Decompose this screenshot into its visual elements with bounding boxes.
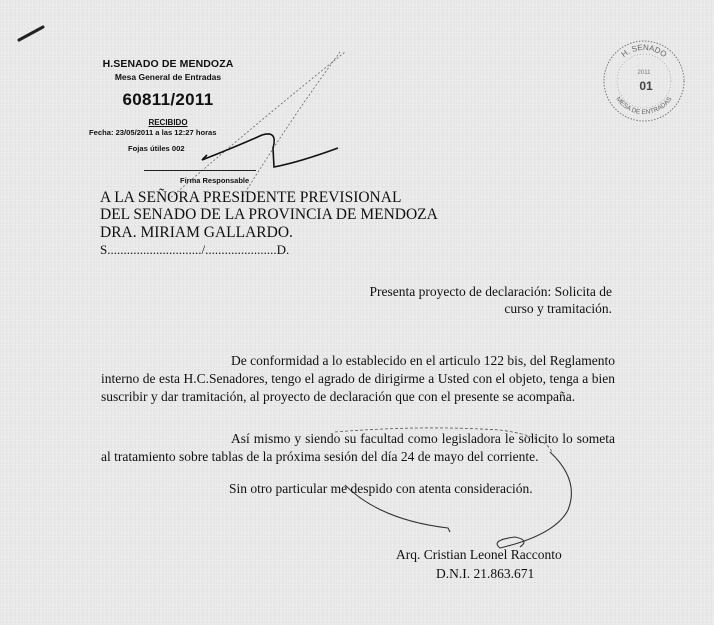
stamp-signature [202,134,338,167]
received-label: RECIBIDO [148,118,188,127]
signatory-dni: D.N.I. 21.863.671 [436,566,535,581]
signature-line [144,170,256,171]
subject-line-2: curso y tramitación. [504,301,612,316]
signatory-name: Arq. Cristian Leonel Racconto [396,547,562,562]
svg-text:H. SENADO: H. SENADO [619,42,669,60]
dotted-diagonal-2 [243,52,340,196]
reception-stamp [88,58,248,127]
stamp-date: Fecha: 23/05/2011 a las 12:27 horas [89,128,217,137]
body-paragraph-1: De conformidad a lo establecido en el articulo 122 bis, del Reglamento interno de esta H.C.Senadores, tengo el agrado de dirigirme a Usted con el objeto, tenga a bien suscribir y dar tramitación, al proyecto de declaración que con el presente se acompaña. [101,353,615,404]
addressee-block [100,189,438,258]
subject-block [362,283,612,317]
signature-label: Firma Responsable [180,176,250,185]
file-number: 60811/2011 [122,90,214,109]
stamp-office: Mesa General de Entradas [114,72,222,82]
svg-text:MESA DE ENTRADAS: MESA DE ENTRADAS [614,95,674,117]
stamp-institution: H.SENADO DE MENDOZA [102,58,234,70]
signature-loop [345,452,571,548]
addressee-line: S............................./......................D. [100,241,290,257]
pen-mark-top-left [19,27,43,40]
stamp-pages: Fojas útiles 002 [128,144,185,153]
round-seal-stamp [601,38,687,124]
closing-line: Sin otro particular me despido con atenta consideración. [229,481,533,496]
subject-line-1: Presenta proyecto de declaración: Solicita de [369,284,612,299]
addressee-line: DRA. MIRIAM GALLARDO. [100,223,293,241]
addressee-line: DEL SENADO DE LA PROVINCIA DE MENDOZA [100,206,438,224]
svg-text:2011: 2011 [637,70,651,76]
addressee-line: A LA SEÑORA PRESIDENTE PREVISIONAL [100,189,402,206]
svg-text:01: 01 [639,79,653,93]
body-paragraph-2: Así mismo y siendo su facultad como legisladora le solicito lo someta al tratamiento sobre tablas de la próxima sesión del día 24 de mayo del corriente. [101,431,615,464]
